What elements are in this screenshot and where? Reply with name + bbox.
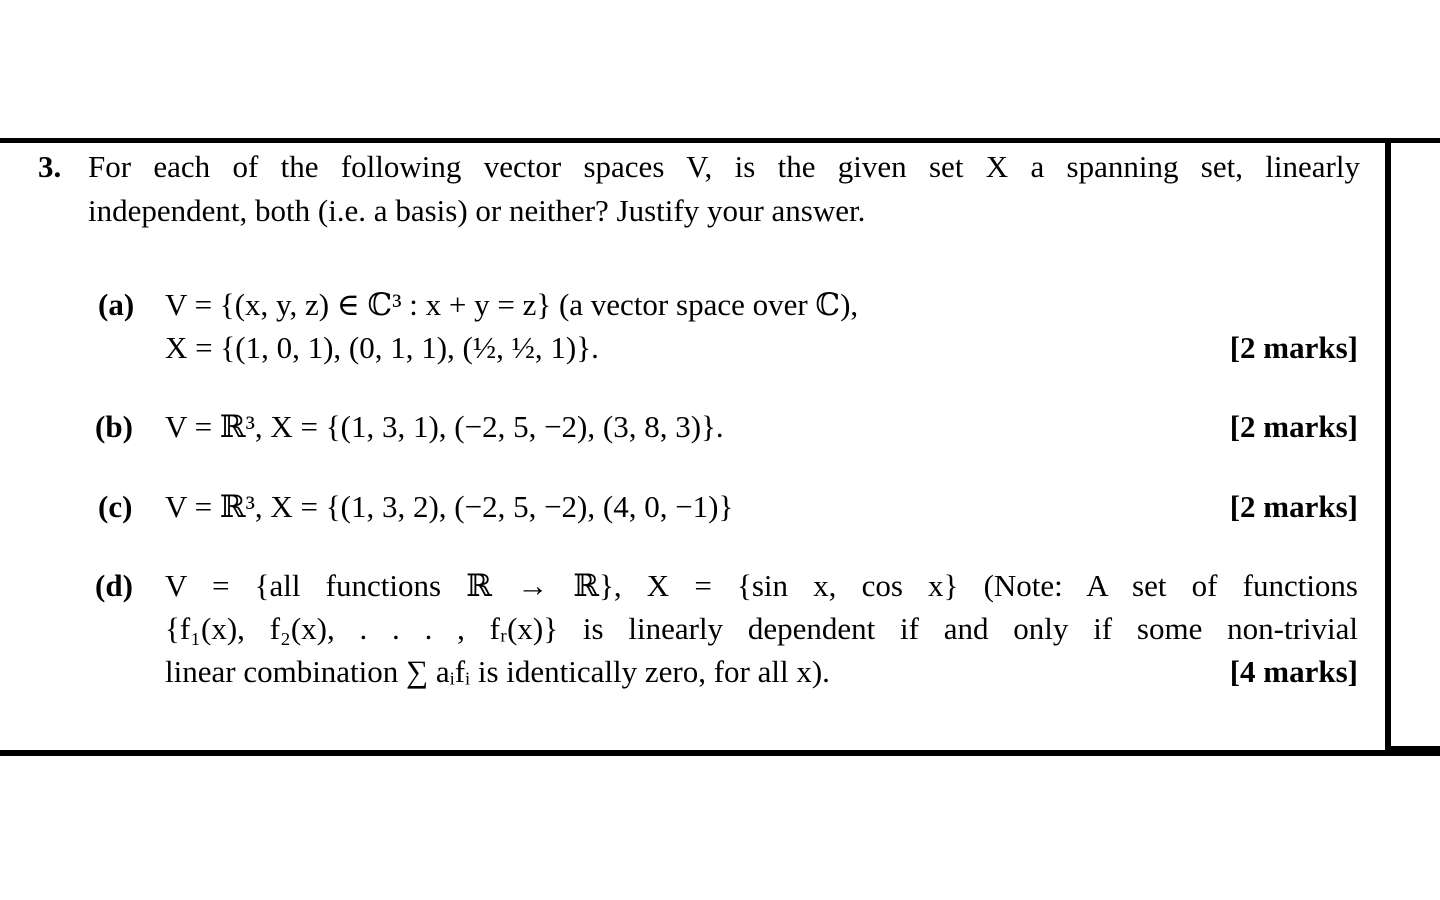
part-d-marks: [4 marks] xyxy=(1229,654,1358,689)
part-c-label: (c) xyxy=(98,489,133,524)
part-c-marks: [2 marks] xyxy=(1229,489,1358,524)
part-b-label: (b) xyxy=(95,409,133,444)
part-b-marks: [2 marks] xyxy=(1229,409,1358,444)
part-a-line-2: X = {(1, 0, 1), (0, 1, 1), (½, ½, 1)}. xyxy=(165,330,599,365)
part-d-line-1: V = {all functions ℝ → ℝ}, X = {sin x, cos x} (Note: A set of functions xyxy=(165,568,1358,603)
question-number: 3. xyxy=(38,149,62,184)
part-c-line-1: V = ℝ³, X = {(1, 3, 2), (−2, 5, −2), (4, 0, −1)} xyxy=(165,489,734,524)
top-rule xyxy=(0,138,1440,143)
question-intro-line-2: independent, both (i.e. a basis) or neither? Justify your answer. xyxy=(88,193,866,228)
part-a-line-1: V = {(x, y, z) ∈ ℂ³ : x + y = z} (a vector space over ℂ), xyxy=(165,287,859,322)
part-a-label: (a) xyxy=(98,287,135,322)
bottom-rule xyxy=(0,750,1440,756)
part-d-line-3: linear combination ∑ aᵢfᵢ is identically zero, for all x). xyxy=(165,654,830,689)
part-b-line-1: V = ℝ³, X = {(1, 3, 1), (−2, 5, −2), (3, 8, 3)}. xyxy=(165,409,724,444)
part-a-marks: [2 marks] xyxy=(1229,330,1358,365)
part-d-label: (d) xyxy=(95,568,133,603)
question-intro-line-1: For each of the following vector spaces V, is the given set X a spanning set, linearly xyxy=(88,149,1360,184)
part-d-line-2: {f₁(x), f₂(x), . . . , fᵣ(x)} is linearly dependent if and only if some non-trivial xyxy=(165,611,1358,646)
right-margin-rule xyxy=(1385,138,1391,752)
